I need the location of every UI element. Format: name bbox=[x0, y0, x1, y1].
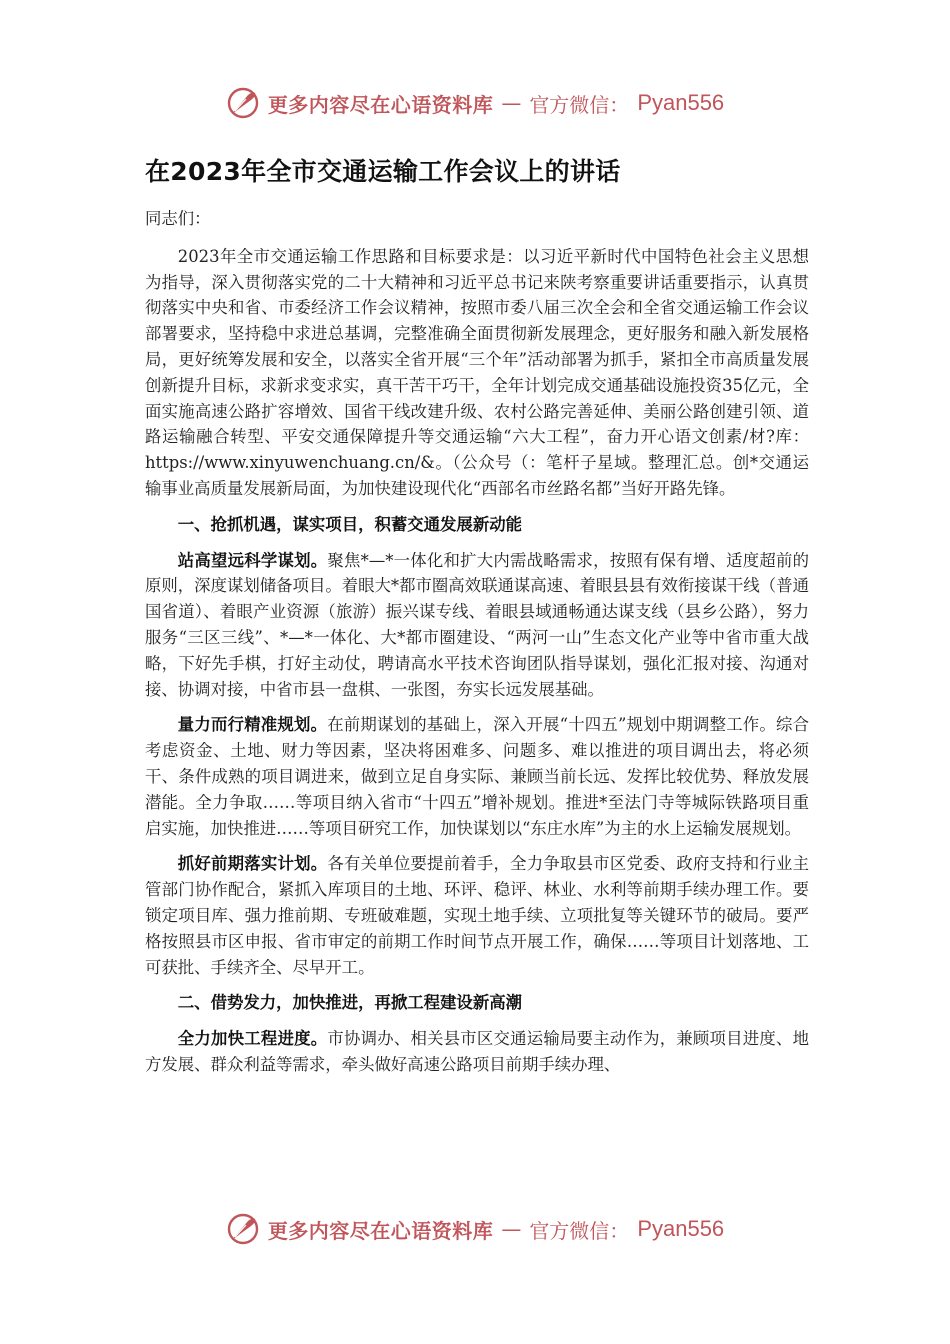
banner-separator: — bbox=[501, 91, 522, 115]
banner-text: 更多内容尽在心语资料库 bbox=[267, 1218, 494, 1243]
paragraph-body: 各有关单位要提前着手，全力争取县市区党委、政府支持和行业主管部门协作配合，紧抓入库项目的土地、环评、稳评、林业、水利等前期手续办理工作。要锁定项目库、强力推前期、专班破难题，实现土地手续、立项批复等关键环节的破局。要严格按照县市区申报、省市审定的前期工作时间节点开展工作，确保……等项目计划落地、工可获批、手续齐全、尽早开工。 bbox=[145, 854, 810, 977]
document-body bbox=[145, 206, 809, 1088]
paragraph-lead: 全力加快工程进度。 bbox=[177, 1029, 328, 1049]
banner-wechat-label: 官方微信： bbox=[529, 1218, 630, 1243]
paragraph-body: 聚焦*—*一体化和扩大内需战略需求，按照有保有增、适度超前的原则，深度谋划储备项目。着眼大*都市圈高效联通谋高速、着眼县县有效衔接谋干线（普通国省道）、着眼产业资源（旅游）振兴谋专线、着眼县域通畅通达谋支线（县乡公路），努力服务“三区三线”、*—*一体化、大*都市圈建设、“两河一山”生态文化产业等中省市重大战略，下好先手棋，打好主动仗，聘请高水平技术咨询团队指导谋划，强化汇报对接、沟通对接、协调对接，中省市县一盘棋、一张图，夯实长远发展基础。 bbox=[145, 550, 810, 699]
document-title: 在2023年全市交通运输工作会议上的讲话 bbox=[145, 157, 621, 186]
paragraph-project-progress bbox=[145, 1026, 809, 1078]
section-heading-1: 一、抢抓机遇，谋实项目，积蓄交通发展新动能 bbox=[177, 514, 522, 534]
footer-banner bbox=[0, 1204, 950, 1254]
paragraph-body: 市协调办、相关县市区交通运输局要主动作为，兼顾项目进度、地方发展、群众利益等需求，牵头做好高速公路项目前期手续办理、 bbox=[145, 1029, 810, 1074]
paragraph-body: 在前期谋划的基础上，深入开展“十四五”规划中期调整工作。综合考虑资金、土地、财力等因素，坚决将困难多、问题多、难以推进的项目调出去，将必须干、条件成熟的项目调进来，做到立足自身实际、兼顾当前长远、发挥比较优势、释放发展潜能。全力争取……等项目纳入省市“十四五”增补规划。推进*至法门寺等城际铁路项目重启实施，加快推进……等项目研究工作，加快谋划以“东庄水库”为主的水上运输发展规划。 bbox=[145, 715, 809, 838]
paragraph-preliminary-work bbox=[145, 851, 809, 980]
paragraph-lead: 站高望远科学谋划。 bbox=[177, 550, 328, 570]
banner-wechat-label: 官方微信： bbox=[529, 92, 630, 117]
banner-wechat-id: Pyan556 bbox=[637, 1216, 725, 1241]
quill-pen-icon bbox=[226, 86, 260, 120]
header-banner bbox=[0, 78, 950, 128]
quill-pen-icon bbox=[226, 1212, 260, 1246]
banner-text: 更多内容尽在心语资料库 bbox=[267, 92, 494, 117]
section-heading-2: 二、借势发力，加快推进，再掀工程建设新高潮 bbox=[177, 993, 522, 1013]
paragraph-lead: 量力而行精准规划。 bbox=[177, 715, 328, 735]
intro-paragraph: 2023年全市交通运输工作思路和目标要求是：以习近平新时代中国特色社会主义思想为指导，深入贯彻落实党的二十大精神和习近平总书记来陕考察重要讲话重要指示，认真贯彻落实中央和省、市委经济工作会议精神，按照市委八届三次全会和全省交通运输工作会议部署要求，坚持稳中求进总基调，完整准确全面贯彻新发展理念，更好服务和融入新发展格局，更好统筹发展和安全，以落实全省开展“三个年”活动部署为抓手，紧扣全市高质量发展创新提升目标，求新求变求实，真干苦干巧干，全年计划完成交通基础设施投资35亿元，全面实施高速公路扩容增效、国省干线改建升级、农村公路完善延伸、美丽公路创建引领、道路运输融合转型、平安交通保障提升等交通运输“六大工程”，奋力开心语文创素/材?库：https://www.xinyuwenchuang.cn/&。（公众号（：笔杆子星域。整理汇总。创*交通运输事业高质量发展新局面，为加快建设现代化“西部名市丝路名都”当好开路先锋。 bbox=[145, 246, 809, 498]
banner-separator: — bbox=[501, 1217, 522, 1241]
paragraph-precise-planning bbox=[145, 712, 809, 841]
paragraph-lead: 抓好前期落实计划。 bbox=[177, 854, 328, 874]
banner-wechat-id: Pyan556 bbox=[637, 90, 725, 115]
salutation: 同志们： bbox=[145, 209, 211, 228]
paragraph-planning bbox=[145, 548, 809, 703]
